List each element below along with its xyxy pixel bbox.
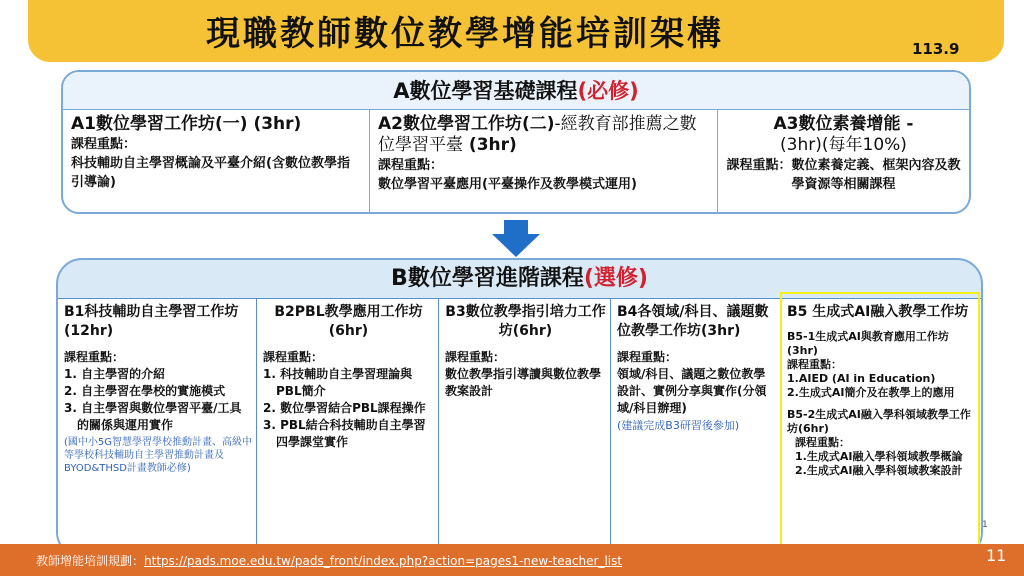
- list-item: 2. 自主學習在學校的實施模式: [64, 384, 226, 398]
- course-b4-title: B4各領域/科目、議題數位教學工作坊(3hr): [617, 304, 769, 339]
- course-b1-note: (國中小5G智慧學習學校推動計畫、高級中等學校科技輔助自主學習推動計畫及BYOD&THSD計畫教師必修): [64, 437, 253, 474]
- course-a3: [717, 110, 969, 214]
- course-a1-focus-label: 課程重點：: [71, 137, 137, 152]
- section-b-title: B數位學習進階課程: [391, 266, 584, 291]
- course-b5-1-item: 2.生成式AI簡介及在教學上的應用: [787, 386, 955, 399]
- course-b3: [438, 299, 610, 558]
- course-a2-focus: 數位學習平臺應用(平臺操作及教學模式運用): [378, 177, 637, 192]
- section-a: [61, 70, 971, 214]
- course-b5-1-item: 1.AIED (AI in Education): [787, 372, 936, 385]
- section-a-heading: [63, 72, 969, 110]
- course-b5-1-title: B5-1生成式AI與教育應用工作坊(3hr): [787, 330, 949, 357]
- mini-page-number: 1: [982, 520, 988, 530]
- course-a1: [63, 110, 369, 214]
- page-number: 11: [986, 546, 1007, 565]
- footer: [36, 552, 622, 569]
- course-a3-hours: (3hr)(每年10%): [780, 135, 907, 155]
- course-a2: [369, 110, 717, 214]
- course-b5-1-focus-label: 課程重點：: [787, 358, 842, 371]
- course-b5: [780, 299, 981, 558]
- course-b1: [58, 299, 256, 558]
- course-b5-2-title: B5-2生成式AI融入學科領域教學工作坊(6hr): [787, 408, 971, 435]
- course-a1-focus: 科技輔助自主學習概論及平臺介紹(含數位教學指引導論): [71, 156, 350, 190]
- course-a2-title: [378, 114, 709, 156]
- course-a3-title: A3數位素養增能 -: [773, 114, 914, 134]
- course-b5-title: B5 生成式AI融入教學工作坊: [787, 304, 969, 320]
- course-b4-focus: 領域/科目、議題之數位教學設計、實例分享與實作(分領域/科目辦理): [617, 367, 767, 415]
- course-a2-focus-label: 課程重點：: [378, 158, 444, 173]
- course-a1-title: A1數位學習工作坊(一) (3hr): [71, 114, 302, 134]
- course-b4: [610, 299, 780, 558]
- list-item: 2. 數位學習結合PBL課程操作: [263, 401, 426, 415]
- course-b2-title: B2PBL教學應用工作坊(6hr): [274, 304, 423, 339]
- course-b5-2-item: 2.生成式AI融入學科領域教案設計: [795, 464, 963, 477]
- section-a-required-tag: (必修): [577, 79, 639, 103]
- list-item: 1. 自主學習的介紹: [64, 367, 166, 381]
- list-item: 3. PBL結合科技輔助自主學習四學課堂實作: [263, 418, 426, 449]
- course-b1-focus-label: 課程重點：: [64, 350, 125, 364]
- course-a3-focus: 課程重點：數位素養定義、框架內容及教學資源等相關課程: [726, 158, 961, 192]
- course-b3-focus-label: 課程重點：: [445, 350, 506, 364]
- version-date: 113.9: [912, 40, 960, 58]
- course-b4-note: (建議完成B3研習後參加): [617, 419, 740, 432]
- down-arrow-icon: [491, 220, 541, 258]
- footer-label: 教師增能培訓規劃：: [36, 554, 145, 568]
- section-a-columns: [63, 110, 969, 214]
- course-b3-title: B3數位教學指引培力工作坊(6hr): [445, 304, 606, 339]
- list-item: 3. 自主學習與數位學習平臺/工具的關係與運用實作: [64, 401, 242, 432]
- section-b-columns: [58, 298, 981, 558]
- course-a2-title-main: A2數位學習工作坊(二): [378, 114, 555, 134]
- section-b-heading: [58, 260, 981, 298]
- course-b1-title: B1科技輔助自主學習工作坊(12hr): [64, 304, 239, 339]
- section-b: [56, 258, 983, 558]
- course-b2-focus-label: 課程重點：: [263, 350, 324, 364]
- course-b4-focus-label: 課程重點：: [617, 350, 678, 364]
- course-a2-title-hours: (3hr): [463, 135, 517, 155]
- course-b2-list: [263, 366, 434, 451]
- page-title: 現職教師數位教學增能培訓架構: [206, 14, 724, 54]
- course-b3-focus: 數位教學指引導讀與數位教學教案設計: [445, 367, 602, 398]
- section-a-title: A數位學習基礎課程: [393, 79, 578, 103]
- course-a2-title-suffix: -經教育部推薦之數位學習平臺: [378, 114, 697, 155]
- footer-link[interactable]: https://pads.moe.edu.tw/pads_front/index.php?action=pages1-new-teacher_list: [144, 554, 623, 568]
- course-b5-2-focus-label: 課程重點：: [795, 436, 850, 449]
- list-item: 1. 科技輔助自主學習理論與PBL簡介: [263, 367, 413, 398]
- section-b-elective-tag: (選修): [583, 266, 648, 291]
- course-b1-list: [64, 366, 252, 434]
- course-b5-2-item: 1.生成式AI融入學科領域教學概論: [795, 450, 963, 463]
- course-b2: [256, 299, 438, 558]
